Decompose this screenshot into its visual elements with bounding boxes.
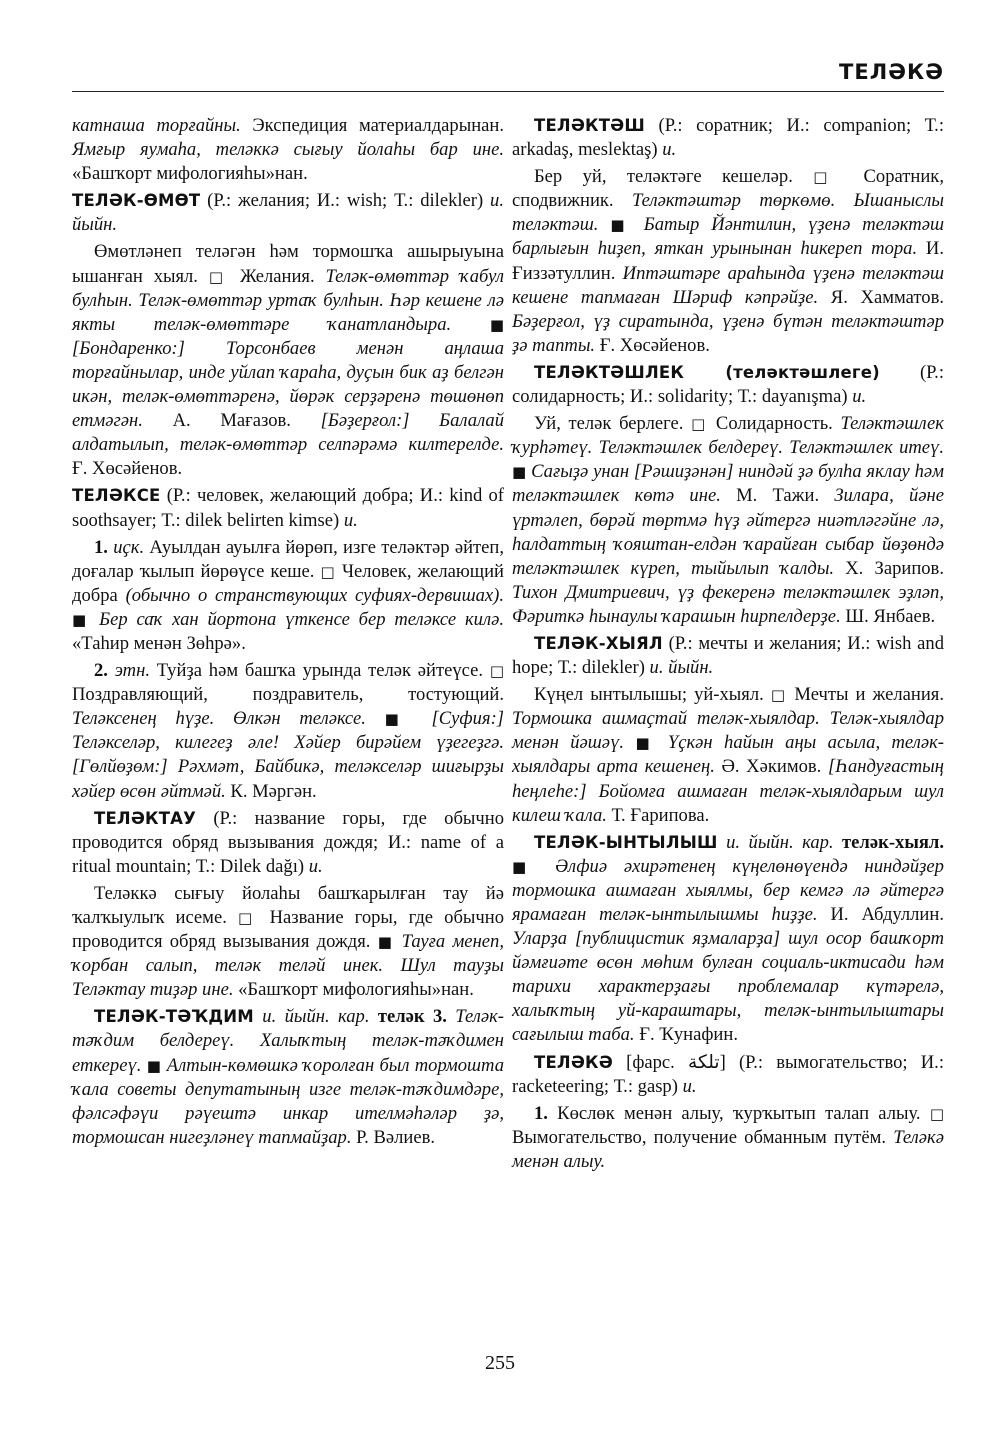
source-citation: Экспедиция материалдарынан. [240, 115, 504, 136]
quotation: Тихон Дмитриевич, үҙ фекеренә теләктәшлек эҙләп, Фәриткә һынаулы ҡарашын һирпелдерҙе. [512, 581, 944, 627]
sense-number: 1. [94, 536, 108, 558]
filled-square-icon: ■ [141, 1056, 162, 1075]
filled-square-icon: ■ [512, 857, 539, 876]
sense-number: 1. [534, 1102, 548, 1124]
empty-square-icon: □ [813, 168, 844, 187]
example-text: катнаша торғайны. [72, 115, 241, 136]
author: Х. Зарипов. [834, 557, 944, 579]
sense-2 [72, 659, 504, 804]
example-text: Теләк-өмөттәр ҡабул булһын. Теләк-өмөттәр уртаҡ булһын. Һәр кешене лә якты теләк-өмөттәре ҡанатландыра. [72, 265, 504, 335]
entry-header [512, 361, 944, 409]
author: Р. Вәлиев. [351, 1126, 436, 1148]
cross-reference: теләк 3. [369, 1006, 447, 1028]
header-rule [72, 91, 944, 92]
entry-definition [512, 412, 944, 629]
entry-header [72, 189, 504, 237]
source-citation: «Таһир менән Зөһрә». [72, 632, 246, 654]
author: Ғ. Хөсәйенов. [595, 334, 710, 356]
quotation: [Һандуғастың һеңлеһе:] Бойомға ашмаған теләк-хыялдарым шул килеш ҡала. [512, 756, 944, 826]
headword: ТЕЛӘК-ХЫЯЛ [534, 633, 663, 653]
filled-square-icon: ■ [72, 610, 91, 629]
russian-equivalent: Вымогательство, получение обманным путём. [512, 1126, 894, 1148]
page-number: 255 [485, 1352, 515, 1374]
empty-square-icon: □ [320, 562, 336, 581]
quotation: Батыр Йәнтилин, үҙенә теләктәш барлығын һиҙеп, яткан урынынан һикереп тора. [512, 214, 944, 260]
sense-number: 2. [94, 660, 108, 682]
entry-header [512, 831, 944, 1048]
quotation: Иптәштәре араһында үҙенә теләктәш кешене тапмаған Шәриф кәпрәйҙе. [512, 262, 944, 308]
left-column [72, 114, 504, 1153]
headword: ТЕЛӘКСЕ [72, 486, 161, 506]
definition-text: Күңел ынтылышы; уй-хыял. [534, 684, 771, 706]
filled-square-icon: ■ [624, 734, 657, 753]
entry-header [72, 807, 504, 879]
russian-equivalent: Поздравляющий, поздравитель, тостующий. [72, 684, 504, 706]
example-text: Тормошка ашмаҫтай теләк-хыялдар. Теләк-хыялдар менән йәшәү. [512, 708, 944, 754]
etymology: [фарс. [612, 1051, 689, 1073]
source-citation: «Башҡорт мифологияһы»нан. [233, 979, 474, 1001]
example-text: Теләкә менән алыу. [512, 1126, 944, 1172]
quotation: [Бондаренко:] Торсонбаев менән аңлаша торғайнылар, инде уйлап ҡараһа, дуҫын бик аҙ белгән икән, теләк-өмөттәренә, йөрәк серҙәренә төшөнөп етмәгән. [72, 337, 504, 432]
author: Ә. Хәкимов. [714, 756, 828, 778]
author: И. Ғиззәтуллин. [512, 238, 944, 284]
author: Ш. Янбаев. [840, 605, 936, 627]
translations: ] (Р.: вымогательство; И.: racketeering; Т.: gasp) [512, 1051, 944, 1097]
filled-square-icon: ■ [512, 463, 527, 482]
headword: ТЕЛӘКТӘШ [534, 116, 645, 135]
entry-definition [512, 683, 944, 828]
example-text: Теләк-тәҡдим белдереү. Халыҡтың теләк-тәҡдимен еткереү. [72, 1006, 505, 1076]
empty-square-icon: □ [770, 686, 788, 705]
example-text: Ямғыр яумаһа, теләккә сығыу йолаһы бар ине. [72, 139, 504, 161]
empty-square-icon: □ [929, 1104, 944, 1123]
russian-equivalent: Желания. [229, 265, 326, 287]
quotation: Сағыҙә унан [Рәшиҙәнән] ниндәй ҙә булһа яклау һәм теләктәшлек көтә ине. [512, 461, 944, 507]
headword: ТЕЛӘК-ӨМӨТ [72, 191, 201, 211]
russian-equivalent: Человек, желающий добра [72, 560, 504, 606]
quotation: [Бәҙерғол:] Балалай алдатылып, теләк-өмөттәр селпәрәмә килтерелде. [72, 410, 504, 456]
russian-equivalent: Название горы, где обычно проводится обряд вызывания дождя. [72, 907, 504, 953]
example-text: Теләктәшлек ҡурһәтеү. Теләктәшлек белдереү. Теләктәшлек итеү. [512, 413, 944, 459]
quotation: [Суфия:] Теләкселәр, килегеҙ әле! Хәйер бирәйем үҙегеҙгә. [Гөлйөҙөм:] Рәхмәт, Байбикә, теләкселәр шиғырҙы хәйер өсөн әйтмәй. [72, 708, 505, 802]
grammar-label: и. [682, 1075, 697, 1097]
entry-header [512, 632, 944, 680]
author: К. Мәргән. [225, 780, 317, 802]
filled-square-icon: ■ [598, 216, 632, 235]
right-column [512, 114, 944, 1177]
arabic-script: تلكة [688, 1051, 720, 1073]
russian-equivalent: Мечты и желания. [787, 684, 944, 706]
sense-1 [512, 1102, 944, 1174]
definition-text: Теләккә сығыу йолаһы башҡарылған тау йә ҡалҡыулыҡ исеме. [72, 882, 504, 928]
russian-note: (обычно о странствующих суфиях-дервишах). [125, 584, 504, 606]
headword: ТЕЛӘКӘ [534, 1052, 613, 1072]
definition-text: Өмөтләнеп теләгән һәм тормошҡа ашырыуына ышанған хыял. [72, 241, 504, 287]
translations: (Р.: желания; И.: wish; Т.: dilekler) [200, 190, 491, 212]
empty-square-icon: □ [691, 415, 709, 434]
filled-square-icon: ■ [377, 933, 395, 952]
entry-definition [72, 882, 504, 1002]
headword: ТЕЛӘК-ЫНТЫЛЫШ [534, 832, 718, 852]
definition-text: Ауылдан ауылға йөрөп, изге теләктәр әйтеп, доғалар ҡылып йөрөүсе кеше. [72, 536, 505, 582]
headword: ТЕЛӘКТӘШЛЕК (теләктәшлеге) [534, 362, 880, 382]
grammar-label: и. [852, 386, 867, 408]
headword: ТЕЛӘКТАУ [94, 808, 197, 828]
grammar-label: и. [308, 855, 323, 877]
definition-text: Көслөк менән алыу, ҡурҡытып талап алыу. [547, 1102, 930, 1124]
quotation: Үҫкән һайын аңы асыла, теләк-хыялдары арта кешенең. [512, 732, 944, 778]
quotation: Бер саҡ хан йортона үткенсе бер теләксе килә. [90, 608, 504, 630]
source-citation: «Башҡорт мифологияһы»нан. [72, 163, 308, 185]
author: М. Тажи. [720, 485, 835, 507]
example-text: Теләксенең һүҙе. Өлкән теләксе. [72, 708, 366, 730]
headword: ТЕЛӘК-ТӘҠДИМ [94, 1007, 254, 1027]
grammar-label: и. [662, 139, 677, 161]
grammar-label: и. йыйн. кар. [253, 1006, 370, 1028]
grammar-label: и. йыйн. [72, 190, 504, 236]
author: Ғ. Хөсәйенов. [72, 458, 183, 480]
entry-definition [512, 165, 944, 358]
grammar-label: и. йыйн. кар. [717, 831, 834, 853]
quotation: Уларҙа [публицистик яҙмаларҙа] шул осор башҡорт йәмғиәте өсөн мөһим булған социаль-иктисади һәм тарихи характерҙағы проблемалар күтәрелә, халыҡтың уй-караштары, теләк-ынтылыштары сағылыш таба. [512, 928, 944, 1046]
continued-entry-text [72, 114, 504, 186]
cross-reference: теләк-хыял. [833, 831, 944, 853]
quotation: Әлфиә әхирәтенең күңелөнөүендә ниндәйҙер тормошка ашмаған хыялмы, бер кемгә лә әйтергә ярамаған теләк-ынтылышмы һиҙҙе. [512, 855, 944, 925]
author: Ғ. Ҡунафин. [634, 1024, 738, 1046]
entry-definition [72, 240, 504, 481]
entry-header [512, 114, 944, 162]
quotation: Алтын-көмөшкә ҡоролған был тормошта ҡала советы депутатының изге теләк-тәҡдимдәре, фәлсәфәүи рәүештә инкар ителмәһәләр ҙә, тормошсан нигеҙләнеү тапмайҙар. [72, 1054, 504, 1148]
empty-square-icon: □ [489, 662, 505, 681]
filled-square-icon: ■ [384, 710, 413, 729]
translations: (Р.: соратник; И.: companion; Т.: arkadaş, meslektaş) [512, 115, 944, 161]
entry-header [512, 1051, 944, 1099]
quotation: Бәҙерғол, үҙ сиратында, үҙенә бүтән теләктәштәр ҙә тапты. [512, 310, 944, 356]
author: Я. Хамматов. [818, 286, 944, 308]
grammar-label: и. [343, 509, 358, 531]
usage-label: этн. [107, 660, 150, 682]
empty-square-icon: □ [237, 909, 259, 927]
author: Т. Ғарипова. [606, 804, 710, 826]
author: А. Мағазов. [142, 410, 321, 432]
translations: (Р.: мечты и желания; И.: wish and hope; Т.: dilekler) [512, 632, 944, 679]
definition-text: Туйҙа һәм башҡа урында теләк әйтеүсе. [149, 660, 490, 682]
sense-1 [72, 536, 504, 656]
empty-square-icon: □ [208, 267, 230, 286]
author: И. Абдуллин. [817, 904, 944, 925]
usage-label: иҫк. [107, 536, 145, 558]
grammar-label: и. йыйн. [649, 657, 714, 679]
example-text: Теләктәштәр төркөмө. Ышаныслы теләктәш. [512, 190, 944, 236]
quotation: Зилара, йәне үртәлеп, бөрәй төртмә һүҙ әйтергә ниәтләгәйне лә, һалдаттың ҡояштан-елдән ҡарайған сыбар йөҙөндә теләктәшлек күреп, тыйылып ҡалды. [512, 485, 944, 579]
quotation: Тауға менеп, ҡорбан салып, теләк теләй инек. Шул тауҙы Теләктау тиҙәр ине. [72, 931, 504, 1001]
entry-header [72, 1005, 504, 1150]
definition-text: Уй, теләк берлеге. [534, 413, 692, 435]
definition-text: Бер уй, теләктәге кешеләр. [534, 166, 814, 188]
translations: (Р.: название горы, где обычно проводится обряд вызывания дождя; И.: name of a ritual mountain; Т.: Dilek dağı) [72, 807, 504, 877]
translations: (Р.: солидарность; И.: solidarity; Т.: dayanışma) [512, 361, 944, 408]
running-head: ТЕЛӘКӘ [839, 60, 944, 84]
entry-header [72, 484, 504, 532]
translations: (Р.: человек, желающий добра; И.: kind of soothsayer; Т.: dilek belirten kimse) [72, 485, 504, 531]
filled-square-icon: ■ [489, 315, 504, 334]
russian-equivalent: Соратник, сподвижник. [512, 166, 944, 212]
russian-equivalent: Солидарность. [708, 413, 841, 435]
